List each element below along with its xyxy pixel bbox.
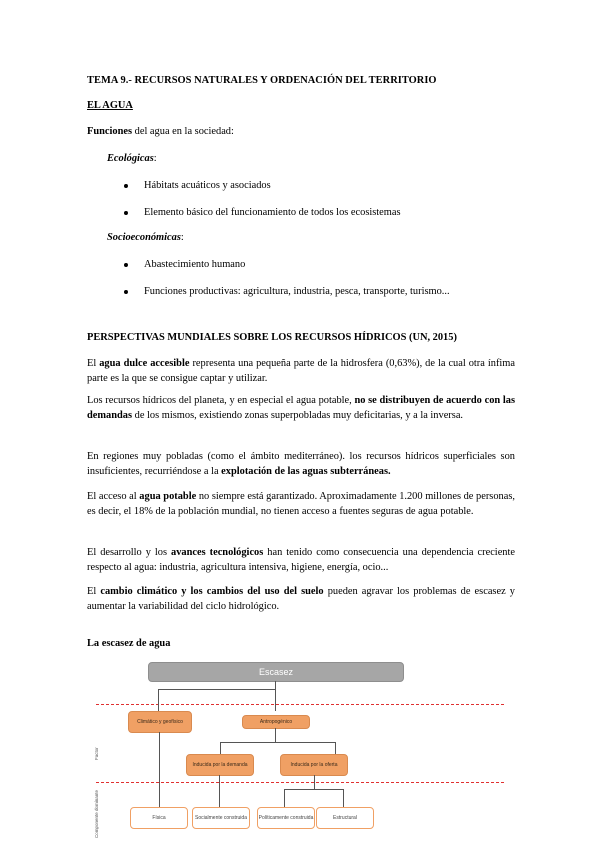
connector xyxy=(158,689,276,690)
funciones-bold: Funciones xyxy=(87,126,133,137)
connector xyxy=(220,742,221,754)
diagram-climatico-box: Climático y geofísico xyxy=(128,711,192,733)
paragraph-1 xyxy=(87,356,515,386)
p5-b: avances tecnológicos xyxy=(171,547,264,558)
ecologicas-text: Ecológicas xyxy=(107,153,154,164)
connector xyxy=(159,732,160,807)
p6-c: pueden agravar los problemas de escasez y aumentar la variabilidad del ciclo hidrológico. xyxy=(87,586,515,612)
diagram-top-box: Escasez xyxy=(148,662,404,682)
socioeconomicas-text: Socioeconómicas xyxy=(107,232,181,243)
connector xyxy=(158,689,159,711)
p6-a: El xyxy=(87,586,101,597)
connector xyxy=(284,789,285,807)
p5-a: El desarrollo y los xyxy=(87,547,172,558)
connector xyxy=(335,742,336,754)
p2-a: Los recursos hídricos del planeta, y en especial el agua potable, xyxy=(87,395,355,406)
list-item-text: Elemento básico del funcionamiento de todos los ecosistemas xyxy=(144,207,401,218)
side-label-factor: Factor xyxy=(94,747,99,760)
diagram-oferta-box: Inducida por la oferta xyxy=(280,754,348,776)
connector xyxy=(220,742,336,743)
diagram-fisica-box: Física xyxy=(130,807,188,829)
diagram-politicamente-box: Políticamente construida xyxy=(257,807,315,829)
bullet-icon xyxy=(124,290,128,294)
p4-a: El acceso al xyxy=(87,491,140,502)
paragraph-6 xyxy=(87,584,515,614)
bullet-icon xyxy=(124,263,128,267)
connector xyxy=(275,689,276,711)
p3-b: explotación de las aguas subterráneas. xyxy=(221,466,391,477)
bullet-icon xyxy=(124,211,128,215)
paragraph-4 xyxy=(87,489,515,519)
diagram-socialmente-box: Socialmente construida xyxy=(192,807,250,829)
bullet-icon xyxy=(124,184,128,188)
side-label-componente: Componente dominante xyxy=(94,789,99,838)
connector xyxy=(275,728,276,742)
p4-c: no siempre está garantizado. Aproximadamente 1.200 millones de personas, es decir, el 18% de la población mundial, no tienen acceso a fuentes seguras de agua potable. xyxy=(87,491,515,517)
p2-c: de los mismos, existiendo zonas superpobladas muy deficitarias, y a la inversa. xyxy=(132,410,464,421)
escasez-heading: La escasez de agua xyxy=(87,638,171,649)
diagram-antropogenico-box: Antropogénico xyxy=(242,715,310,729)
ecologicas-colon: : xyxy=(153,153,157,164)
p6-b: cambio climático y los cambios del uso del suelo xyxy=(100,586,324,597)
socioeconomicas-label xyxy=(107,232,184,243)
perspectivas-heading: PERSPECTIVAS MUNDIALES SOBRE LOS RECURSOS HÍDRICOS (UN, 2015) xyxy=(87,332,457,343)
paragraph-3 xyxy=(87,449,515,479)
connector xyxy=(275,681,276,689)
section-heading-agua: EL AGUA xyxy=(87,100,133,111)
connector xyxy=(314,775,315,789)
diagram-demanda-box: Inducida por la demanda xyxy=(186,754,254,776)
list-item-text: Abastecimiento humano xyxy=(144,259,246,270)
list-item-text: Hábitats acuáticos y asociados xyxy=(144,180,271,191)
escasez-diagram xyxy=(92,660,512,844)
dashed-divider xyxy=(96,782,504,783)
p2-b: no se distribuyen de acuerdo con las demandas xyxy=(87,395,515,421)
funciones-line xyxy=(87,126,234,137)
connector xyxy=(284,789,344,790)
p1-a: El xyxy=(87,358,100,369)
p1-c: representa una pequeña parte de la hidrosfera (0,63%), de la cual otra ínfima parte es la que se consigue captar y utilizar. xyxy=(87,358,515,384)
ecologicas-label xyxy=(107,153,157,164)
p4-b: agua potable xyxy=(139,491,197,502)
paragraph-2 xyxy=(87,393,515,423)
p5-c: han tenido como consecuencia una dependencia creciente respecto al agua: industria, agricultura intensiva, higiene, energía, ocio... xyxy=(87,547,516,573)
diagram-estructural-box: Estructural xyxy=(316,807,374,829)
funciones-rest: del agua en la sociedad: xyxy=(132,126,234,137)
p3-a: En regiones muy pobladas (como el ámbito mediterráneo). los recursos hídricos superficiales son insuficientes, recurriéndose a la xyxy=(87,451,515,477)
list-item-text: Funciones productivas: agricultura, industria, pesca, transporte, turismo... xyxy=(144,286,450,297)
page-title: TEMA 9.- RECURSOS NATURALES Y ORDENACIÓN DEL TERRITORIO xyxy=(87,75,437,86)
paragraph-5 xyxy=(87,545,515,575)
socioeconomicas-colon: : xyxy=(180,232,184,243)
connector xyxy=(343,789,344,807)
p1-b: agua dulce accesible xyxy=(99,358,190,369)
connector xyxy=(219,775,220,807)
